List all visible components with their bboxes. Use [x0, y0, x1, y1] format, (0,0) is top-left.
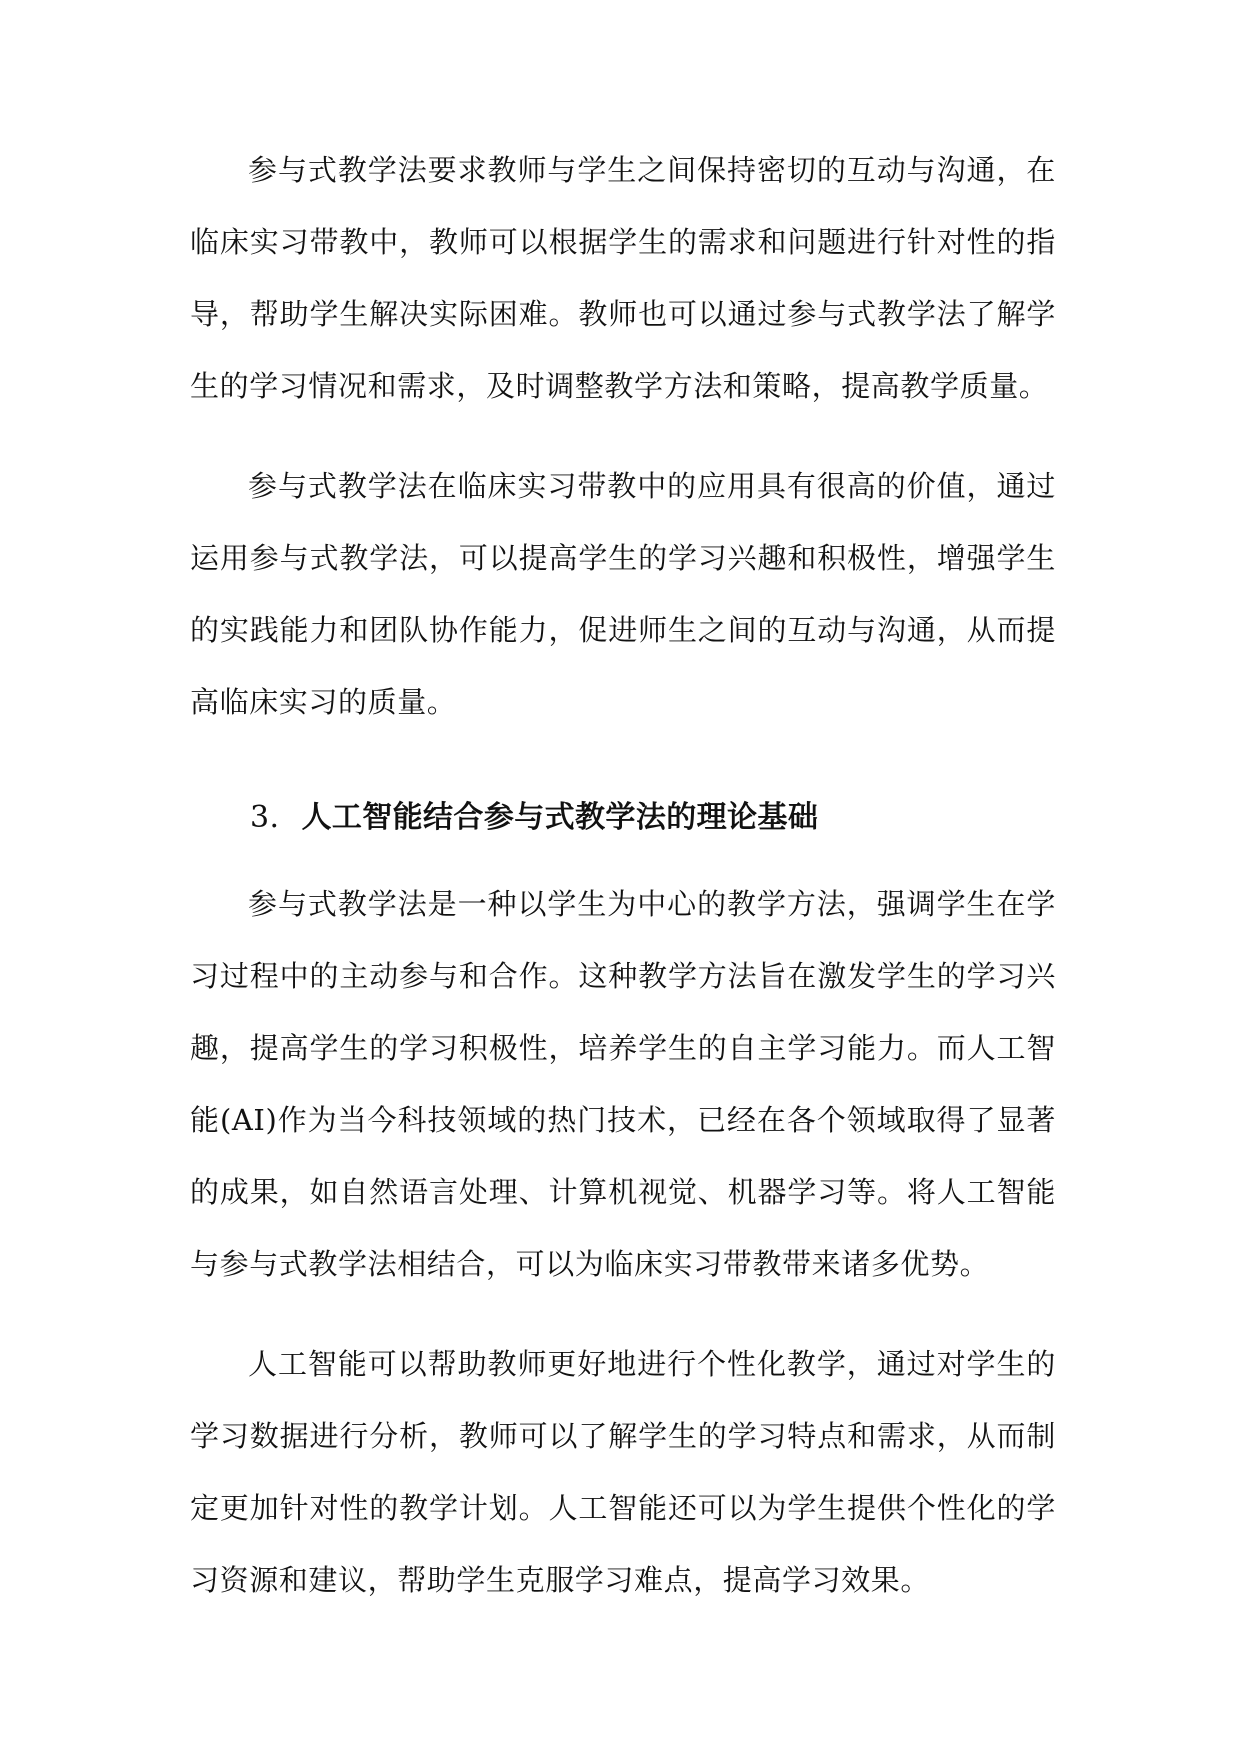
paragraph-interaction: 参与式教学法要求教师与学生之间保持密切的互动与沟通，在临床实习带教中，教师可以根据学生的需求和问题进行针对性的指导，帮助学生解决实际困难。教师也可以通过参与式教学法了解学生的学习情况和需求，及时调整教学方法和策略，提高教学质量。: [190, 153, 1056, 403]
paragraph-value: 参与式教学法在临床实习带教中的应用具有很高的价值，通过运用参与式教学法，可以提高学生的学习兴趣和积极性，增强学生的实践能力和团队协作能力，促进师生之间的互动与沟通，从而提高临床实习的质量。: [190, 469, 1056, 719]
paragraph-ai-combination: 参与式教学法是一种以学生为中心的教学方法，强调学生在学习过程中的主动参与和合作。这种教学方法旨在激发学生的学习兴趣，提高学生的学习积极性，培养学生的自主学习能力。而人工智能(AI)作为当今科技领域的热门技术，已经在各个领域取得了显著的成果，如自然语言处理、计算机视觉、机器学习等。将人工智能与参与式教学法相结合，可以为临床实习带教带来诸多优势。: [190, 887, 1056, 1281]
section-title: 人工智能结合参与式教学法的理论基础: [301, 800, 819, 835]
section-heading: [190, 782, 1056, 854]
paragraph-personalized-teaching: 人工智能可以帮助教师更好地进行个性化教学，通过对学生的学习数据进行分析，教师可以了解学生的学习特点和需求，从而制定更加针对性的教学计划。人工智能还可以为学生提供个性化的学习资源和建议，帮助学生克服学习难点，提高学习效果。: [190, 1347, 1056, 1597]
section-number: 3.: [250, 800, 280, 835]
document-body: [190, 134, 1056, 1644]
